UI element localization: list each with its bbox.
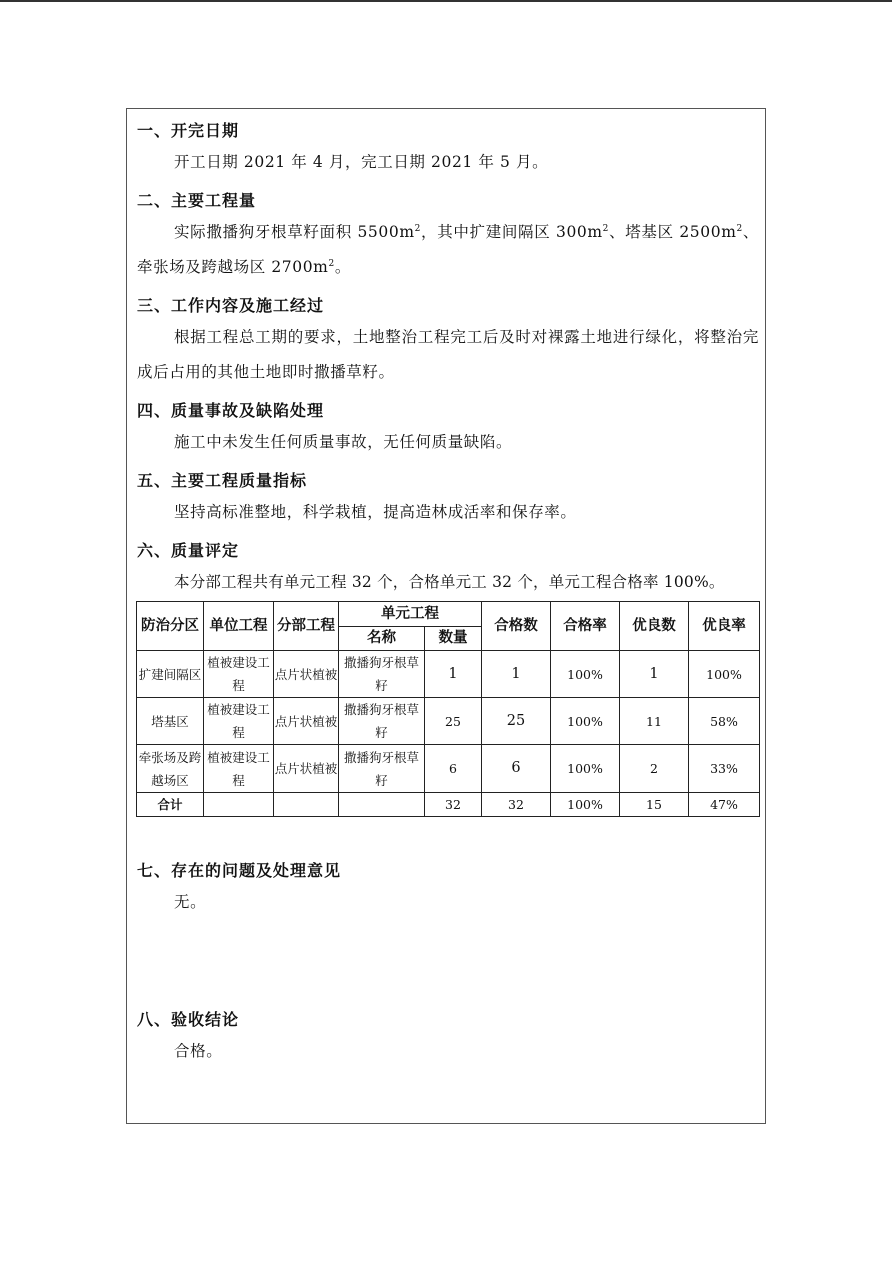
cell-excellent: 11 [620, 698, 689, 745]
section-7-body: 无。 [174, 893, 207, 911]
cell-sub: 点片状植被 [274, 651, 339, 698]
section-2-heading: 二、主要工程量 [137, 191, 257, 210]
cell-zone: 扩建间隔区 [137, 651, 204, 698]
total-empty-cell [204, 793, 274, 817]
header-unit-project: 单位工程 [204, 602, 274, 651]
section-3-heading: 三、工作内容及施工经过 [137, 296, 325, 315]
total-count: 32 [425, 793, 482, 817]
cell-sub: 点片状植被 [274, 745, 339, 793]
header-element-project: 单元工程 [339, 602, 482, 627]
cell-qualified-rate: 100% [551, 651, 620, 698]
quality-table [136, 601, 760, 817]
section-1-heading: 一、开完日期 [137, 121, 240, 140]
page-top-rule [0, 0, 892, 2]
cell-sub: 点片状植被 [274, 698, 339, 745]
cell-unit: 植被建设工程 [204, 651, 274, 698]
cell-qualified: 1 [482, 651, 551, 698]
cell-excellent: 1 [620, 651, 689, 698]
total-qualified: 32 [482, 793, 551, 817]
total-empty-cell [339, 793, 425, 817]
cell-excellent-rate: 33% [689, 745, 760, 793]
header-excellent-rate: 优良率 [689, 602, 760, 651]
cell-excellent-rate: 100% [689, 651, 760, 698]
total-empty-cell [274, 793, 339, 817]
header-excellent: 优良数 [620, 602, 689, 651]
header-count: 数量 [425, 627, 482, 651]
section-4-body: 施工中未发生任何质量事故，无任何质量缺陷。 [174, 433, 513, 451]
table-total-row [137, 793, 760, 817]
section-8-body: 合格。 [174, 1042, 223, 1060]
header-sub-project: 分部工程 [274, 602, 339, 651]
section-5-body: 坚持高标准整地，科学栽植，提高造林成活率和保存率。 [174, 503, 577, 521]
total-label: 合计 [137, 793, 204, 817]
header-qualified: 合格数 [482, 602, 551, 651]
section-3-body: 根据工程总工期的要求，土地整治工程完工后及时对裸露土地进行绿化，将整治完成后占用的其他土地即时撒播草籽。 [137, 328, 759, 381]
cell-name: 撒播狗牙根草籽 [339, 698, 425, 745]
document-frame [126, 108, 766, 1124]
header-zone: 防治分区 [137, 602, 204, 651]
table-row [137, 745, 760, 793]
section-6-body: 本分部工程共有单元工程 32 个，合格单元工 32 个，单元工程合格率 100%。 [174, 573, 725, 591]
table-row [137, 651, 760, 698]
total-excellent: 15 [620, 793, 689, 817]
total-qualified-rate: 100% [551, 793, 620, 817]
cell-unit: 植被建设工程 [204, 698, 274, 745]
header-name: 名称 [339, 627, 425, 651]
cell-qualified: 25 [482, 698, 551, 745]
section-2-body: 实际撒播狗牙根草籽面积 $5500m^2$，其中扩建间隔区 $300m^2$、塔基区 $2500m^2$、牵张场及跨越场区 $2700m^2$。 [137, 223, 759, 276]
section-8-heading: 八、验收结论 [137, 1010, 240, 1029]
section-6-heading: 六、质量评定 [137, 541, 240, 560]
total-excellent-rate: 47% [689, 793, 760, 817]
section-4-heading: 四、质量事故及缺陷处理 [137, 401, 325, 420]
section-7-heading: 七、存在的问题及处理意见 [137, 861, 342, 880]
table-row [137, 698, 760, 745]
cell-excellent-rate: 58% [689, 698, 760, 745]
cell-count: 1 [425, 651, 482, 698]
cell-count: 25 [425, 698, 482, 745]
header-qualified-rate: 合格率 [551, 602, 620, 651]
cell-qualified-rate: 100% [551, 745, 620, 793]
cell-name: 撒播狗牙根草籽 [339, 651, 425, 698]
cell-unit: 植被建设工程 [204, 745, 274, 793]
cell-name: 撒播狗牙根草籽 [339, 745, 425, 793]
cell-qualified-rate: 100% [551, 698, 620, 745]
cell-excellent: 2 [620, 745, 689, 793]
cell-qualified: 6 [482, 745, 551, 793]
section-1-body: 开工日期 2021 年 4 月，完工日期 2021 年 5 月。 [174, 153, 549, 171]
cell-zone: 塔基区 [137, 698, 204, 745]
cell-count: 6 [425, 745, 482, 793]
cell-zone: 牵张场及跨越场区 [137, 745, 204, 793]
section-5-heading: 五、主要工程质量指标 [137, 471, 308, 490]
